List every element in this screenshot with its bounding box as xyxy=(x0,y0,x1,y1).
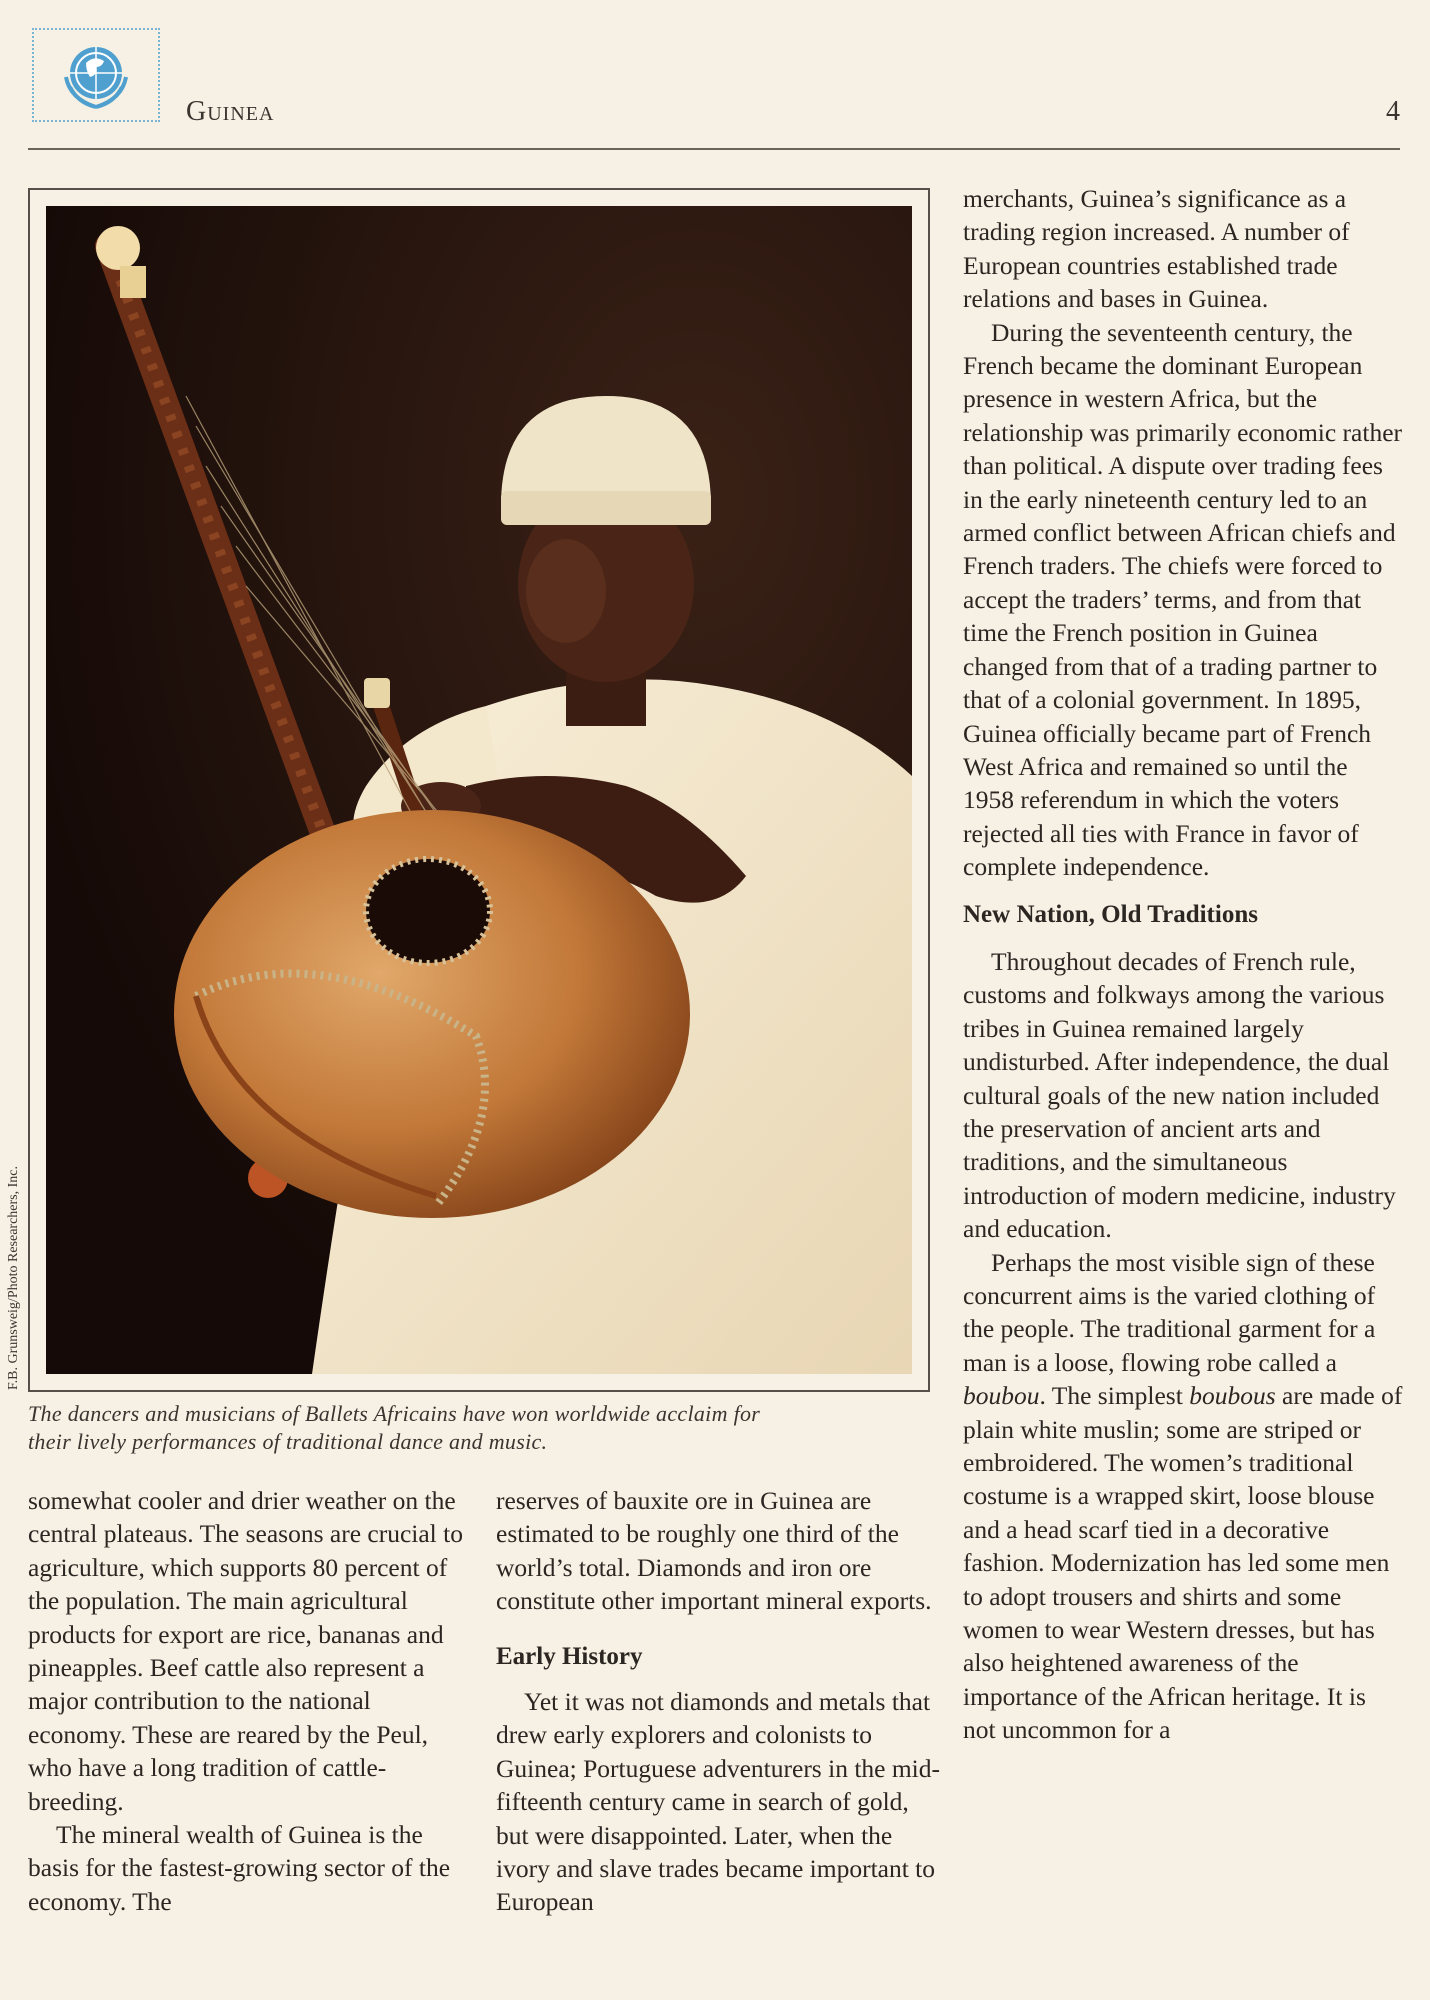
photo-credit: F.B. Grunsweig/Photo Researchers, Inc. xyxy=(6,1165,21,1390)
text-column-2 xyxy=(496,1484,941,1919)
text-column-3 xyxy=(963,182,1403,1747)
photo-caption xyxy=(28,1400,958,1456)
paragraph: reserves of bauxite ore in Guinea are estimated to be roughly one third of the world’s total. Diamonds and iron ore constitute other important mineral exports. xyxy=(496,1486,932,1616)
section-heading-new-nation: New Nation, Old Traditions xyxy=(963,900,1258,928)
text-span: . The simplest xyxy=(1039,1381,1190,1411)
un-emblem-icon xyxy=(50,33,142,117)
paragraph: Throughout decades of French rule, customs and folkways among the various tribes in Guinea remained largely undisturbed. After independence, the dual cultural goals of the new nation included the preservation of ancient arts and traditions, and the simultaneous introduction of modern medicine, industry and education. xyxy=(963,946,1396,1244)
un-emblem-logo xyxy=(32,28,160,122)
caption-line-1: The dancers and musicians of Ballets Africains have won worldwide acclaim for xyxy=(28,1401,761,1426)
emphasis-boubous: boubous xyxy=(1189,1381,1276,1411)
header-rule xyxy=(28,148,1400,150)
page-number: 4 xyxy=(1386,96,1400,127)
text-span: Perhaps the most visible sign of these concurrent aims is the varied clothing of the people. The traditional garment for a man is a loose, flowing robe called a xyxy=(963,1247,1376,1377)
paragraph xyxy=(963,1246,1403,1747)
paragraph: merchants, Guinea’s significance as a trading region increased. A number of European countries established trade relations and bases in Guinea. xyxy=(963,184,1350,314)
caption-line-2: their lively performances of traditional dance and music. xyxy=(28,1429,548,1454)
paragraph: The mineral wealth of Guinea is the basis for the fastest-growing sector of the economy. The xyxy=(28,1820,451,1916)
paragraph: somewhat cooler and drier weather on the central plateaus. The seasons are crucial to agriculture, which supports 80 percent of the population. The main agricultural products for export are rice, bananas and pineapples. Beef cattle also represent a major contribution to the national economy. These are reared by the Peul, who have a long tradition of cattle-breeding. xyxy=(28,1486,463,1816)
text-span: are made of plain white muslin; some are striped or embroidered. The women’s traditional costume is a wrapped skirt, loose blouse and a head scarf tied in a decorative fashion. Modernization has led some men to adopt trousers and shirts and some women to wear Western dresses, but has also heightened awareness of the importance of the African heritage. It is not uncommon for a xyxy=(963,1381,1403,1745)
country-title: Guinea xyxy=(186,96,275,127)
section-heading-early-history: Early History xyxy=(496,1642,643,1670)
paragraph: Yet it was not diamonds and metals that drew early explorers and colonists to Guinea; Portuguese adventurers in the mid-fifteenth century came in search of gold, but were disappointed. Later, when the ivory and slave trades became important to European xyxy=(496,1687,941,1917)
emphasis-boubou: boubou xyxy=(963,1381,1040,1411)
text-column-1 xyxy=(28,1484,473,1918)
paragraph: During the seventeenth century, the French became the dominant European presence in western Africa, but the relationship was primarily economic rather than political. A dispute over trading fees in the early nineteenth century led to an armed conflict between African chiefs and French traders. The chiefs were forced to accept the traders’ terms, and from that time the French position in Guinea changed from that of a trading partner to that of a colonial government. In 1895, Guinea officially became part of French West Africa and remained so until the 1958 referendum in which the voters rejected all ties with France in favor of complete independence. xyxy=(963,317,1403,882)
kora-musician-photo xyxy=(46,206,912,1374)
photo-frame xyxy=(28,188,930,1392)
